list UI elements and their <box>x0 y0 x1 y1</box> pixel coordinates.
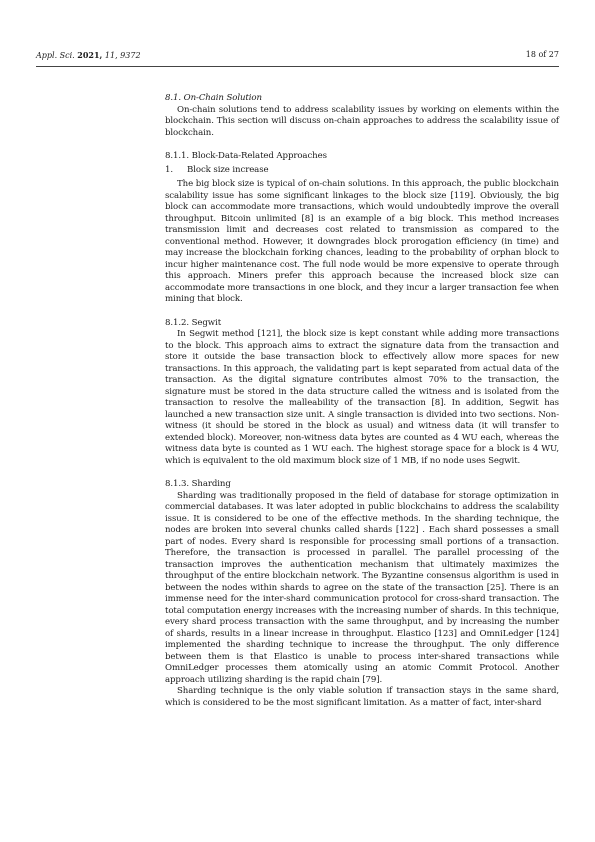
paragraph: The big block size is typical of on-chain solutions. In this approach, the public blockchain scalability issue has some significant linkages to the block size [119]. Obviously, the big block can accommodate more transactions, which would undoubtedly improve the overall throughput. Bitcoin unlimited [8] is an example of a big block. This method increases transmission limit and decreases cost related to transmission as compared to the conventional method. However, it downgrades block prorogation efficiency (in time) and may increase the blockchain forking chances, leading to the probability of orphan block to incur higher maintenance cost. The full node would be more expensive to operate through this approach. Miners prefer this approach because the increased block size can accommodate more transactions in one block, and they incur a larger transaction fee when mining that block. <box>165 179 559 304</box>
paragraph: Sharding was traditionally proposed in the field of database for storage optimization in commercial databases. It was later adopted in public blockchains to address the scalability issue. It is considered to be one of the effective methods. In the sharding technique, the nodes are broken into several chunks called shards [122] . Each shard possesses a small part of nodes. Every shard is responsible for processing small portions of a transaction. Therefore, the transaction is processed in parallel. The parallel processing of the transaction improves the authentication mechanism that ultimately maximizes the throughput of the entire blockchain network. The Byzantine consensus algorithm is used in between the nodes within shards to agree on the state of the transaction [25]. There is an immense need for the inter-shard communication protocol for cross-shard transaction. The total computation energy increases with the increasing number of shards. In this technique, every shard process transaction with the same throughput, and by increasing the number of shards, results in a linear increase in throughput. Elastico [123] and OmniLedger [124] implemented the sharding technique to increase the throughput. The only difference between them is that Elastico is unable to process inter-shared transactions while OmniLedger processes them atomically using an atomic Commit Protocol. Another approach utilizing sharding is the rapid chain [79]. <box>165 490 559 685</box>
subsection-heading-sharding: 8.1.3. Sharding <box>165 479 231 489</box>
section-heading: 8.1. On-Chain Solution <box>165 93 262 103</box>
header-rule <box>36 66 559 67</box>
paragraph: Sharding technique is the only viable solution if transaction stays in the same shard, which is considered to be the most significant limitation. As a matter of fact, inter-shard <box>165 686 559 708</box>
subsection-heading-segwit: 8.1.2. Segwit <box>165 317 222 328</box>
list-item: 1. Block size increase <box>165 164 269 175</box>
subsection-heading-block-data: 8.1.1. Block-Data-Related Approaches <box>165 151 327 161</box>
page-number: 18 of 27 <box>525 50 559 59</box>
journal-citation: Appl. Sci. 2021, 11, 9372 <box>36 50 141 60</box>
page-header <box>36 50 559 64</box>
section-intro: On-chain solutions tend to address scalability issues by working on elements within the blockchain. This section will discuss on-chain approaches to address the scalability issue of blockchain. <box>165 104 559 138</box>
paragraph: In Segwit method [121], the block size is kept constant while adding more transactions to the block. This approach aims to extract the signature data from the transaction and store it outside the base transaction block to effectively allow more spaces for new transactions. In this approach, the validating part is kept separated from actual data of the transaction. As the digital signature contributes almost 70% to the transaction, the signature must be stored in the data structure called the witness and is isolated from the transaction to resolve the malleability of the transaction [8]. In addition, Segwit has launched a new transaction size unit. A single transaction is divided into two sections. Non-witness (it should be stored in the block as usual) and witness data (it will transfer to extended block). Moreover, non-witness data bytes are counted as 4 WU each, whereas the witness data byte is counted as 1 WU each. The highest storage space for a block is 4 WU, which is equivalent to the old maximum block size of 1 MB, if no node uses Segwit. <box>165 329 559 466</box>
article-body <box>165 93 559 709</box>
